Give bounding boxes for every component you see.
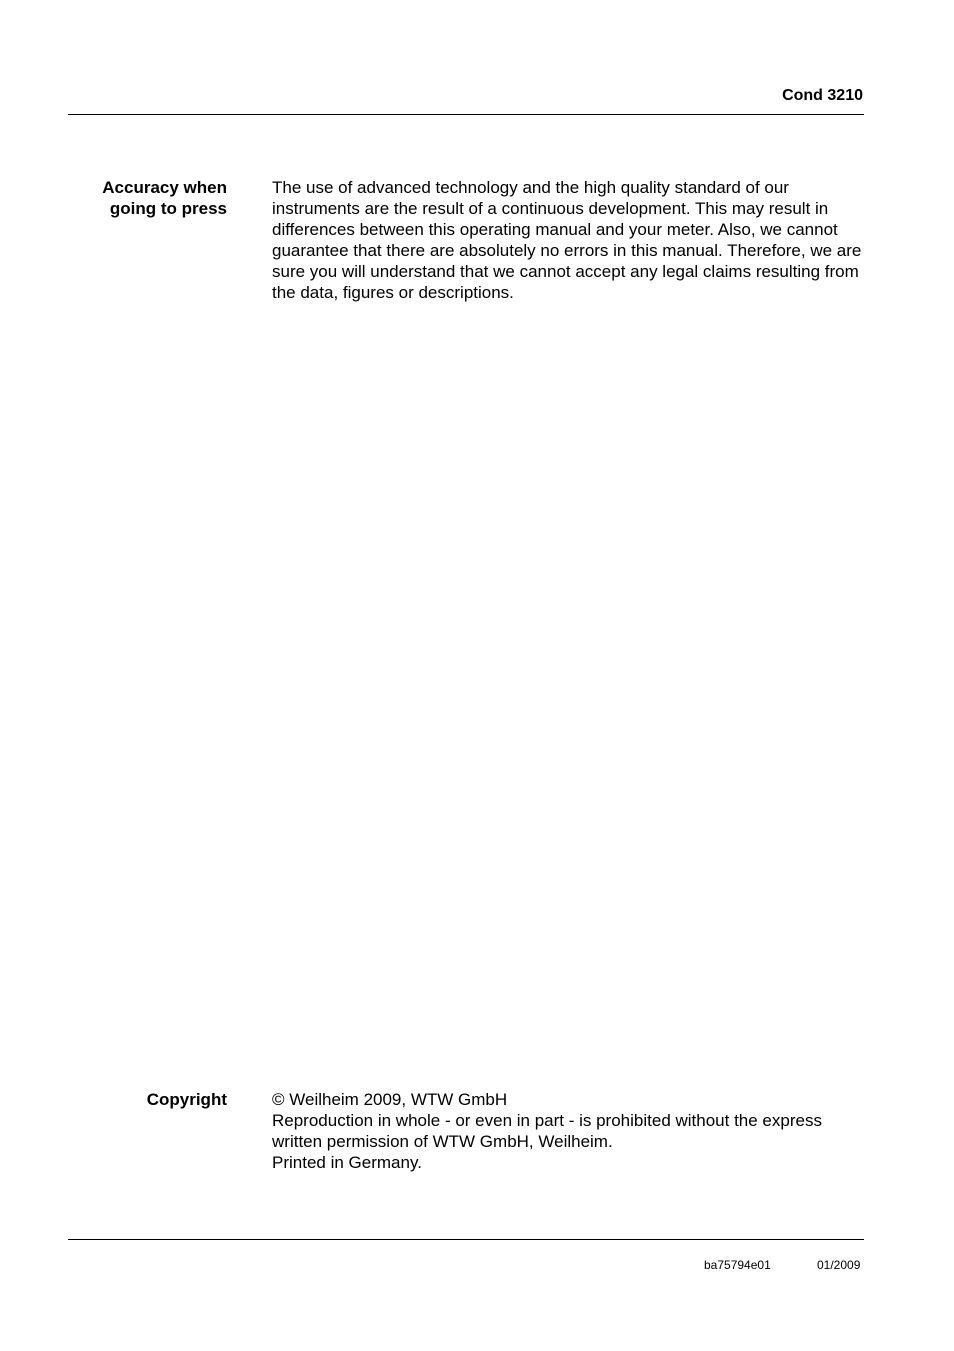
accuracy-paragraph: The use of advanced technology and the high quality standard of our instruments are the result of a continuous development. This may result in differences between this operating manual and your meter. Also, we cannot guarantee that there are absolutely no errors in this manual. Therefore, we are sure you will understand that we cannot accept any legal claims resulting from the data, figures or descriptions.	[272, 178, 862, 302]
header-rule	[68, 114, 864, 115]
footer-date: 01/2009	[817, 1258, 861, 1272]
accuracy-section-text	[272, 177, 864, 303]
page-header-title: Cond 3210	[782, 87, 863, 104]
copyright-line-2: Reproduction in whole - or even in part - is prohibited without the express written permission of WTW GmbH, Weilheim.	[272, 1111, 822, 1151]
footer-rule	[68, 1239, 864, 1240]
accuracy-label-line1: Accuracy when	[102, 178, 227, 197]
copyright-line-3: Printed in Germany.	[272, 1153, 422, 1172]
copyright-section-text	[272, 1089, 864, 1173]
accuracy-section-label	[47, 177, 227, 219]
copyright-section-label: Copyright	[146, 1090, 227, 1109]
footer-document-id: ba75794e01	[704, 1258, 771, 1272]
copyright-line-1: © Weilheim 2009, WTW GmbH	[272, 1090, 508, 1109]
accuracy-label-line2: going to press	[109, 199, 227, 218]
